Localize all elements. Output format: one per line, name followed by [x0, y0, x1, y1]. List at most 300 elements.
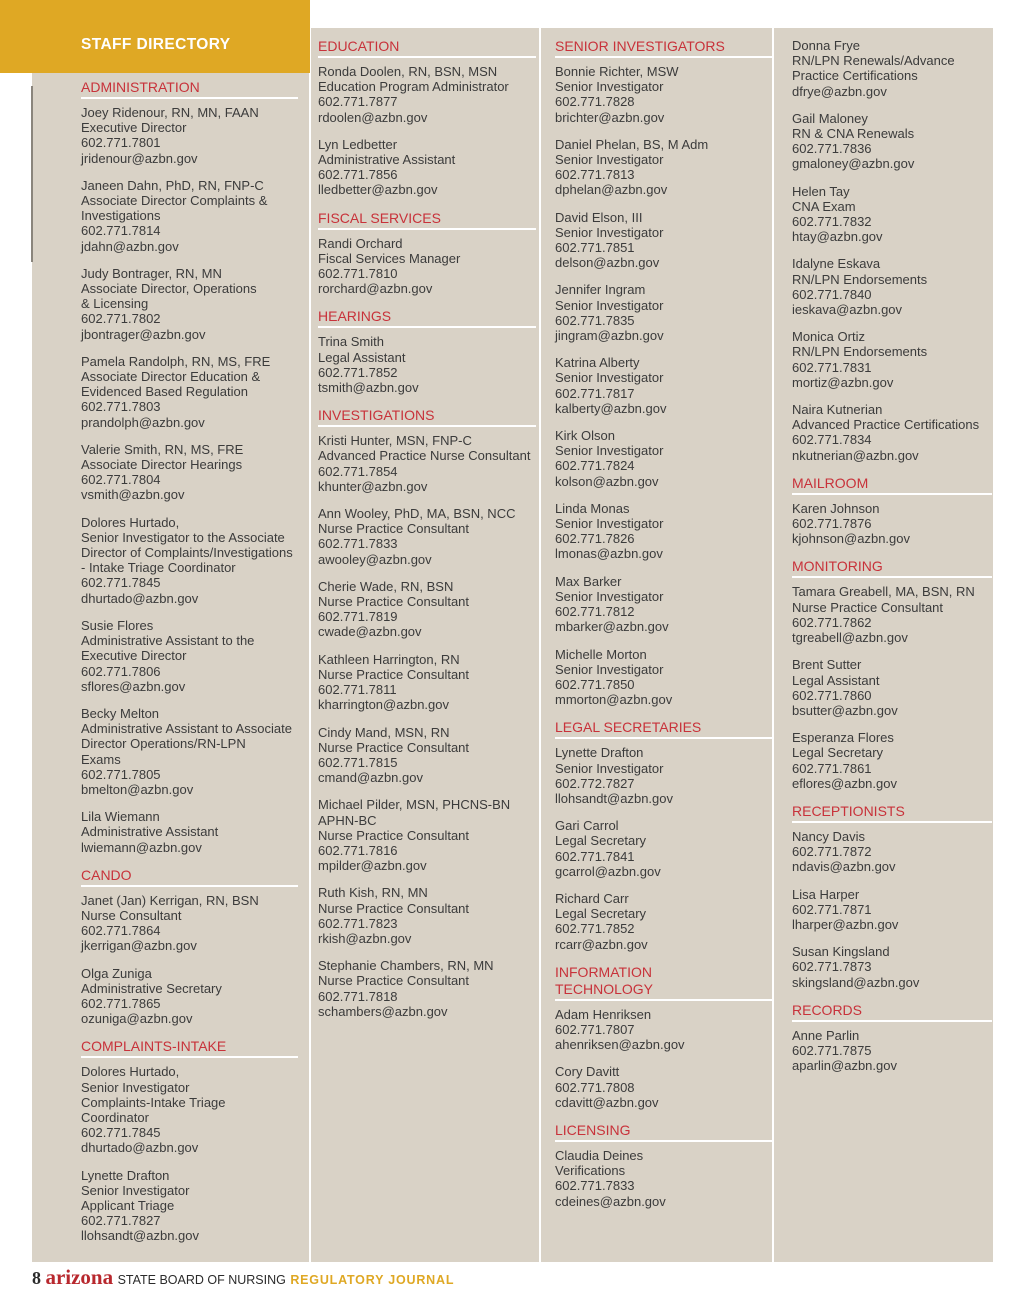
- staff-phone: 602.771.7876: [792, 516, 872, 532]
- staff-phone: 602.771.7824: [555, 458, 635, 474]
- staff-entry: [318, 137, 536, 198]
- staff-phone: 602.771.7823: [318, 915, 398, 931]
- staff-name: Janet (Jan) Kerrigan, RN, BSN: [81, 892, 259, 908]
- staff-name: Kirk Olson: [555, 428, 615, 444]
- staff-name: David Elson, III: [555, 209, 643, 225]
- staff-phone: 602.771.7835: [555, 312, 635, 328]
- staff-email[interactable]: ozuniga@azbn.gov: [81, 1011, 193, 1027]
- staff-email[interactable]: aparlin@azbn.gov: [792, 1058, 897, 1074]
- page-title: STAFF DIRECTORY: [81, 36, 231, 53]
- staff-title: Administrative Assistant: [81, 824, 219, 840]
- staff-phone: 602.771.7840: [792, 286, 872, 302]
- staff-name: Helen Tay: [792, 183, 850, 199]
- staff-name: Tamara Greabell, MA, BSN, RN: [792, 584, 975, 600]
- staff-entry: [555, 428, 772, 489]
- staff-entry: [555, 647, 772, 708]
- staff-name: Lyn Ledbetter: [318, 136, 398, 152]
- staff-name: Cory Davitt: [555, 1064, 620, 1080]
- staff-phone: 602.771.7872: [792, 844, 872, 860]
- staff-name: Lila Wiemann: [81, 809, 160, 825]
- staff-email[interactable]: brichter@azbn.gov: [555, 109, 665, 125]
- staff-title: Complaints-Intake Triage: [81, 1094, 226, 1110]
- staff-entry: [555, 891, 772, 952]
- staff-phone: 602.771.7828: [555, 94, 635, 110]
- staff-email[interactable]: cdeines@azbn.gov: [555, 1193, 666, 1209]
- section-heading: COMPLAINTS-INTAKE: [81, 1038, 298, 1058]
- staff-name: Richard Carr: [555, 890, 629, 906]
- staff-title: & Licensing: [81, 296, 149, 312]
- staff-name: Cindy Mand, MSN, RN: [318, 724, 450, 740]
- staff-phone: 602.771.7865: [81, 995, 161, 1011]
- staff-name: Olga Zuniga: [81, 965, 152, 981]
- staff-title: Advanced Practice Certifications: [792, 417, 980, 433]
- staff-title: Legal Assistant: [792, 672, 880, 688]
- staff-name: Kristi Hunter, MSN, FNP-C: [318, 433, 472, 449]
- staff-email[interactable]: delson@azbn.gov: [555, 255, 660, 271]
- staff-name: Naira Kutnerian: [792, 402, 883, 418]
- staff-name: Janeen Dahn, PhD, RN, FNP-C: [81, 177, 264, 193]
- staff-title: Advanced Practice Nurse Consultant: [318, 448, 531, 464]
- staff-email[interactable]: ahenriksen@azbn.gov: [555, 1037, 685, 1053]
- staff-phone: 602.771.7845: [81, 575, 161, 591]
- staff-title: Administrative Assistant to the: [81, 633, 255, 649]
- staff-name: Michelle Morton: [555, 646, 647, 662]
- section-heading: RECORDS: [792, 1002, 992, 1022]
- section-heading: MAILROOM: [792, 475, 992, 495]
- staff-email[interactable]: mpilder@azbn.gov: [318, 858, 427, 874]
- staff-phone: 602.771.7860: [792, 687, 872, 703]
- section-heading: FISCAL SERVICES: [318, 210, 536, 230]
- staff-phone: 602.771.7827: [81, 1213, 161, 1229]
- staff-name: Becky Melton: [81, 705, 160, 721]
- staff-title: Nurse Practice Consultant: [318, 973, 470, 989]
- staff-title: Administrative Secretary: [81, 980, 222, 996]
- staff-name: Lisa Harper: [792, 886, 860, 902]
- staff-phone: 602.771.7856: [318, 167, 398, 183]
- staff-name: Adam Henriksen: [555, 1006, 652, 1022]
- staff-entry: [792, 329, 992, 390]
- staff-email[interactable]: llohsandt@azbn.gov: [81, 1228, 199, 1244]
- staff-email[interactable]: kalberty@azbn.gov: [555, 400, 667, 416]
- staff-title: Exams: [81, 751, 121, 767]
- staff-email[interactable]: gmaloney@azbn.gov: [792, 156, 915, 172]
- staff-email[interactable]: tsmith@azbn.gov: [318, 380, 419, 396]
- staff-entry: [318, 506, 536, 567]
- staff-phone: 602.771.7833: [555, 1178, 635, 1194]
- staff-email[interactable]: cwade@azbn.gov: [318, 624, 422, 640]
- staff-phone: 602.771.7818: [318, 988, 398, 1004]
- staff-entry: [555, 574, 772, 635]
- staff-entry: [81, 442, 298, 503]
- staff-phone: 602.771.7831: [792, 359, 872, 375]
- section-heading: INFORMATION TECHNOLOGY: [555, 964, 772, 1001]
- section-heading: LEGAL SECRETARIES: [555, 719, 772, 739]
- staff-title: Nurse Practice Consultant: [318, 739, 470, 755]
- staff-title: Administrative Assistant: [318, 152, 456, 168]
- staff-phone: 602.771.7806: [81, 663, 161, 679]
- staff-title: RN & CNA Renewals: [792, 126, 915, 142]
- staff-name: Valerie Smith, RN, MS, FRE: [81, 441, 244, 457]
- staff-email[interactable]: eflores@azbn.gov: [792, 775, 897, 791]
- staff-title: Coordinator: [81, 1109, 149, 1125]
- staff-email[interactable]: dhurtado@azbn.gov: [81, 1140, 199, 1156]
- staff-entry: [792, 730, 992, 791]
- staff-entry: [81, 893, 298, 954]
- staff-name: Dolores Hurtado,: [81, 514, 180, 530]
- section-heading: HEARINGS: [318, 308, 536, 328]
- directory-column-4: [792, 38, 992, 1085]
- staff-entry: [81, 515, 298, 606]
- staff-title: Senior Investigator: [555, 760, 664, 776]
- staff-entry: [792, 944, 992, 990]
- staff-title: Fiscal Services Manager: [318, 250, 461, 266]
- staff-email[interactable]: ndavis@azbn.gov: [792, 859, 896, 875]
- staff-entry: [555, 282, 772, 343]
- staff-entry: [318, 236, 536, 297]
- staff-name: Daniel Phelan, BS, M Adm: [555, 136, 709, 152]
- column-divider: [309, 28, 311, 1262]
- staff-phone: 602.771.7854: [318, 463, 398, 479]
- staff-name: Pamela Randolph, RN, MS, FRE: [81, 353, 271, 369]
- staff-title: Associate Director Complaints &: [81, 193, 268, 209]
- staff-title: RN/LPN Renewals/Advance: [792, 53, 955, 69]
- staff-name: Cherie Wade, RN, BSN: [318, 578, 454, 594]
- section-heading: ADMINISTRATION: [81, 79, 298, 99]
- staff-title: Legal Secretary: [555, 906, 647, 922]
- staff-phone: 602.771.7845: [81, 1125, 161, 1141]
- directory-column-1: [81, 79, 298, 1256]
- staff-entry: [555, 1148, 772, 1209]
- staff-title: Verifications: [555, 1163, 626, 1179]
- staff-email[interactable]: cdavitt@azbn.gov: [555, 1094, 659, 1110]
- staff-phone: 602.771.7851: [555, 240, 635, 256]
- staff-entry: [318, 958, 536, 1019]
- staff-phone: 602.771.7833: [318, 536, 398, 552]
- staff-entry: [792, 38, 992, 99]
- staff-entry: [555, 64, 772, 125]
- staff-email[interactable]: nkutnerian@azbn.gov: [792, 447, 919, 463]
- directory-column-2: [318, 38, 536, 1031]
- staff-entry: [792, 657, 992, 718]
- staff-title: Associate Director Hearings: [81, 457, 243, 473]
- staff-title: Director of Complaints/Investigations: [81, 545, 293, 561]
- staff-name: Michael Pilder, MSN, PHCNS-BN: [318, 797, 511, 813]
- staff-entry: [81, 105, 298, 166]
- staff-email[interactable]: schambers@azbn.gov: [318, 1003, 448, 1019]
- staff-email[interactable]: rcarr@azbn.gov: [555, 936, 648, 952]
- staff-title: Senior Investigator: [81, 1079, 190, 1095]
- staff-phone: 602.771.7807: [555, 1021, 635, 1037]
- staff-email[interactable]: jridenour@azbn.gov: [81, 150, 198, 166]
- page-footer: [32, 1265, 454, 1287]
- staff-title: Senior Investigator: [555, 370, 664, 386]
- staff-title: Senior Investigator: [555, 516, 664, 532]
- staff-phone: 602.771.7817: [555, 385, 635, 401]
- staff-phone: 602.771.7861: [792, 760, 872, 776]
- staff-title: Director Operations/RN-LPN: [81, 736, 246, 752]
- staff-email[interactable]: jingram@azbn.gov: [555, 328, 664, 344]
- staff-title: Practice Certifications: [792, 68, 918, 84]
- staff-phone: 602.772.7827: [555, 775, 635, 791]
- staff-name: Ruth Kish, RN, MN: [318, 885, 428, 901]
- brand-logo-text: arizona: [45, 1265, 114, 1289]
- staff-title: Investigations: [81, 208, 161, 224]
- staff-title: Legal Secretary: [792, 745, 884, 761]
- page-number: 8: [32, 1268, 41, 1288]
- accent-rule: [31, 86, 33, 262]
- staff-phone: 602.771.7813: [555, 167, 635, 183]
- staff-title: Education Program Administrator: [318, 79, 509, 95]
- staff-name: Brent Sutter: [792, 657, 862, 673]
- staff-entry: [792, 184, 992, 245]
- staff-title: Nurse Practice Consultant: [792, 599, 944, 615]
- staff-email[interactable]: khunter@azbn.gov: [318, 478, 428, 494]
- staff-title: Senior Investigator: [555, 224, 664, 240]
- staff-email[interactable]: gcarrol@azbn.gov: [555, 863, 661, 879]
- staff-phone: 602.771.7871: [792, 901, 872, 917]
- column-divider: [539, 28, 541, 1262]
- staff-entry: [81, 266, 298, 342]
- staff-title: RN/LPN Endorsements: [792, 271, 928, 287]
- staff-entry: [555, 818, 772, 879]
- staff-title: Associate Director, Operations: [81, 281, 257, 297]
- staff-email[interactable]: vsmith@azbn.gov: [81, 487, 185, 503]
- staff-name: Linda Monas: [555, 500, 630, 516]
- staff-email[interactable]: rkish@azbn.gov: [318, 930, 412, 946]
- staff-title: Senior Investigator: [555, 443, 664, 459]
- staff-email[interactable]: lmonas@azbn.gov: [555, 546, 663, 562]
- staff-entry: [81, 966, 298, 1027]
- staff-email[interactable]: awooley@azbn.gov: [318, 551, 432, 567]
- staff-name: Ann Wooley, PhD, MA, BSN, NCC: [318, 506, 516, 522]
- staff-phone: 602.771.7864: [81, 923, 161, 939]
- section-heading: MONITORING: [792, 558, 992, 578]
- staff-phone: 602.771.7811: [318, 682, 397, 698]
- staff-phone: 602.771.7873: [792, 959, 872, 975]
- board-name: STATE BOARD OF NURSING: [117, 1273, 286, 1287]
- staff-name: Bonnie Richter, MSW: [555, 64, 679, 79]
- staff-email[interactable]: lledbetter@azbn.gov: [318, 182, 438, 198]
- staff-phone: 602.771.7819: [318, 609, 398, 625]
- staff-name: Idalyne Eskava: [792, 256, 881, 272]
- staff-title: APHN-BC: [318, 812, 377, 828]
- header-banner: [0, 0, 310, 73]
- staff-name: Jennifer Ingram: [555, 282, 646, 298]
- staff-phone: 602.771.7862: [792, 614, 872, 630]
- staff-name: Lynette Drafton: [555, 745, 644, 761]
- staff-title: Senior Investigator: [555, 79, 664, 95]
- staff-phone: 602.771.7812: [555, 604, 635, 620]
- staff-title: Nurse Practice Consultant: [318, 594, 470, 610]
- staff-email[interactable]: dphelan@azbn.gov: [555, 182, 668, 198]
- staff-name: Karen Johnson: [792, 500, 880, 516]
- journal-name: REGULATORY JOURNAL: [290, 1273, 455, 1287]
- staff-name: Max Barker: [555, 573, 622, 589]
- staff-title: Associate Director Education &: [81, 369, 261, 385]
- staff-name: Donna Frye: [792, 38, 860, 53]
- staff-name: Monica Ortiz: [792, 329, 865, 345]
- staff-entry: [792, 1028, 992, 1074]
- staff-email[interactable]: kolson@azbn.gov: [555, 473, 659, 489]
- staff-phone: 602.771.7814: [81, 223, 161, 239]
- staff-entry: [81, 178, 298, 254]
- staff-phone: 602.771.7810: [318, 266, 398, 282]
- staff-name: Ronda Doolen, RN, BSN, MSN: [318, 64, 498, 79]
- staff-email[interactable]: bsutter@azbn.gov: [792, 702, 898, 718]
- directory-column-3: [555, 38, 772, 1221]
- staff-email[interactable]: cmand@azbn.gov: [318, 770, 423, 786]
- staff-title: Evidenced Based Regulation: [81, 384, 248, 400]
- staff-name: Joey Ridenour, RN, MN, FAAN: [81, 105, 259, 120]
- staff-name: Dolores Hurtado,: [81, 1064, 180, 1080]
- staff-entry: [318, 797, 536, 873]
- staff-entry: [81, 1168, 298, 1244]
- staff-title: Applicant Triage: [81, 1197, 175, 1213]
- staff-phone: 602.771.7852: [318, 364, 398, 380]
- staff-name: Kathleen Harrington, RN: [318, 651, 460, 667]
- staff-title: CNA Exam: [792, 198, 856, 214]
- staff-title: Senior Investigator: [555, 152, 664, 168]
- staff-title: Nurse Practice Consultant: [318, 521, 470, 537]
- staff-name: Susie Flores: [81, 617, 154, 633]
- staff-entry: [81, 809, 298, 855]
- staff-title: Senior Investigator: [555, 297, 664, 313]
- section-heading: INVESTIGATIONS: [318, 407, 536, 427]
- staff-phone: 602.771.7802: [81, 311, 161, 327]
- staff-email[interactable]: tgreabell@azbn.gov: [792, 630, 908, 646]
- staff-phone: 602.771.7841: [555, 848, 635, 864]
- staff-phone: 602.771.7875: [792, 1042, 872, 1058]
- staff-phone: 602.771.7816: [318, 842, 398, 858]
- staff-entry: [81, 1064, 298, 1155]
- staff-entry: [318, 334, 536, 395]
- staff-name: Gari Carrol: [555, 818, 619, 834]
- staff-email[interactable]: dhurtado@azbn.gov: [81, 590, 199, 606]
- section-heading: RECEPTIONISTS: [792, 803, 992, 823]
- staff-title: Executive Director: [81, 648, 187, 664]
- staff-email[interactable]: htay@azbn.gov: [792, 229, 883, 245]
- staff-name: Anne Parlin: [792, 1027, 860, 1043]
- section-heading: CANDO: [81, 867, 298, 887]
- staff-phone: 602.771.7801: [81, 135, 161, 151]
- staff-name: Trina Smith: [318, 334, 384, 350]
- staff-title: Administrative Assistant to Associate: [81, 721, 292, 737]
- staff-entry: [555, 745, 772, 806]
- staff-email[interactable]: sflores@azbn.gov: [81, 678, 186, 694]
- staff-phone: 602.771.7850: [555, 676, 635, 692]
- staff-entry: [792, 111, 992, 172]
- staff-email[interactable]: jdahn@azbn.gov: [81, 238, 179, 254]
- staff-entry: [81, 618, 298, 694]
- staff-name: Judy Bontrager, RN, MN: [81, 265, 222, 281]
- staff-phone: 602.771.7803: [81, 399, 161, 415]
- staff-entry: [555, 355, 772, 416]
- staff-title: Legal Secretary: [555, 833, 647, 849]
- staff-email[interactable]: rdoolen@azbn.gov: [318, 109, 428, 125]
- staff-name: Randi Orchard: [318, 235, 403, 251]
- staff-entry: [318, 579, 536, 640]
- staff-name: Esperanza Flores: [792, 730, 894, 746]
- staff-title: Nurse Consultant: [81, 907, 182, 923]
- staff-title: Nurse Practice Consultant: [318, 900, 470, 916]
- staff-email[interactable]: mortiz@azbn.gov: [792, 374, 894, 390]
- staff-title: RN/LPN Endorsements: [792, 344, 928, 360]
- staff-title: Nurse Practice Consultant: [318, 827, 470, 843]
- staff-email[interactable]: llohsandt@azbn.gov: [555, 790, 673, 806]
- staff-email[interactable]: jkerrigan@azbn.gov: [81, 938, 197, 954]
- staff-entry: [792, 887, 992, 933]
- staff-entry: [555, 210, 772, 271]
- section-heading: EDUCATION: [318, 38, 536, 58]
- staff-entry: [792, 829, 992, 875]
- staff-email[interactable]: kjohnson@azbn.gov: [792, 531, 910, 547]
- staff-entry: [792, 402, 992, 463]
- staff-entry: [318, 725, 536, 786]
- staff-phone: 602.771.7804: [81, 472, 161, 488]
- staff-email[interactable]: lharper@azbn.gov: [792, 916, 899, 932]
- staff-entry: [792, 584, 992, 645]
- staff-title: - Intake Triage Coordinator: [81, 560, 236, 576]
- staff-email[interactable]: dfrye@azbn.gov: [792, 83, 887, 99]
- staff-phone: 602.771.7815: [318, 754, 398, 770]
- staff-phone: 602.771.7852: [555, 921, 635, 937]
- staff-phone: 602.771.7805: [81, 766, 161, 782]
- staff-title: Senior Investigator: [555, 588, 664, 604]
- staff-email[interactable]: mmorton@azbn.gov: [555, 692, 673, 708]
- staff-phone: 602.771.7834: [792, 432, 872, 448]
- staff-name: Susan Kingsland: [792, 944, 890, 960]
- staff-entry: [555, 137, 772, 198]
- staff-entry: [555, 1064, 772, 1110]
- staff-name: Nancy Davis: [792, 828, 865, 844]
- staff-entry: [318, 652, 536, 713]
- staff-email[interactable]: skingsland@azbn.gov: [792, 974, 920, 990]
- staff-name: Gail Maloney: [792, 110, 868, 126]
- staff-title: Executive Director: [81, 120, 187, 136]
- staff-entry: [555, 1007, 772, 1053]
- staff-phone: 602.771.7836: [792, 141, 872, 157]
- staff-email[interactable]: ieskava@azbn.gov: [792, 302, 903, 318]
- section-heading: LICENSING: [555, 1122, 772, 1142]
- section-heading: SENIOR INVESTIGATORS: [555, 38, 772, 58]
- staff-email[interactable]: kharrington@azbn.gov: [318, 697, 449, 713]
- staff-title: Nurse Practice Consultant: [318, 666, 470, 682]
- staff-title: Senior Investigator to the Associate: [81, 529, 285, 545]
- staff-email[interactable]: bmelton@azbn.gov: [81, 781, 194, 797]
- staff-phone: 602.771.7826: [555, 531, 635, 547]
- staff-email[interactable]: lwiemann@azbn.gov: [81, 839, 202, 855]
- staff-phone: 602.771.7877: [318, 94, 398, 110]
- staff-email[interactable]: jbontrager@azbn.gov: [81, 326, 206, 342]
- staff-email[interactable]: mbarker@azbn.gov: [555, 619, 669, 635]
- staff-phone: 602.771.7832: [792, 214, 872, 230]
- staff-entry: [318, 433, 536, 494]
- staff-entry: [81, 354, 298, 430]
- staff-email[interactable]: rorchard@azbn.gov: [318, 281, 433, 297]
- staff-entry: [792, 256, 992, 317]
- staff-entry: [555, 501, 772, 562]
- staff-title: Senior Investigator: [81, 1182, 190, 1198]
- staff-name: Claudia Deines: [555, 1147, 644, 1163]
- staff-email[interactable]: prandolph@azbn.gov: [81, 414, 205, 430]
- staff-entry: [792, 501, 992, 547]
- staff-entry: [318, 64, 536, 125]
- column-divider: [772, 28, 774, 1262]
- staff-title: Senior Investigator: [555, 661, 664, 677]
- staff-entry: [81, 706, 298, 797]
- staff-name: Katrina Alberty: [555, 355, 640, 371]
- staff-name: Lynette Drafton: [81, 1167, 170, 1183]
